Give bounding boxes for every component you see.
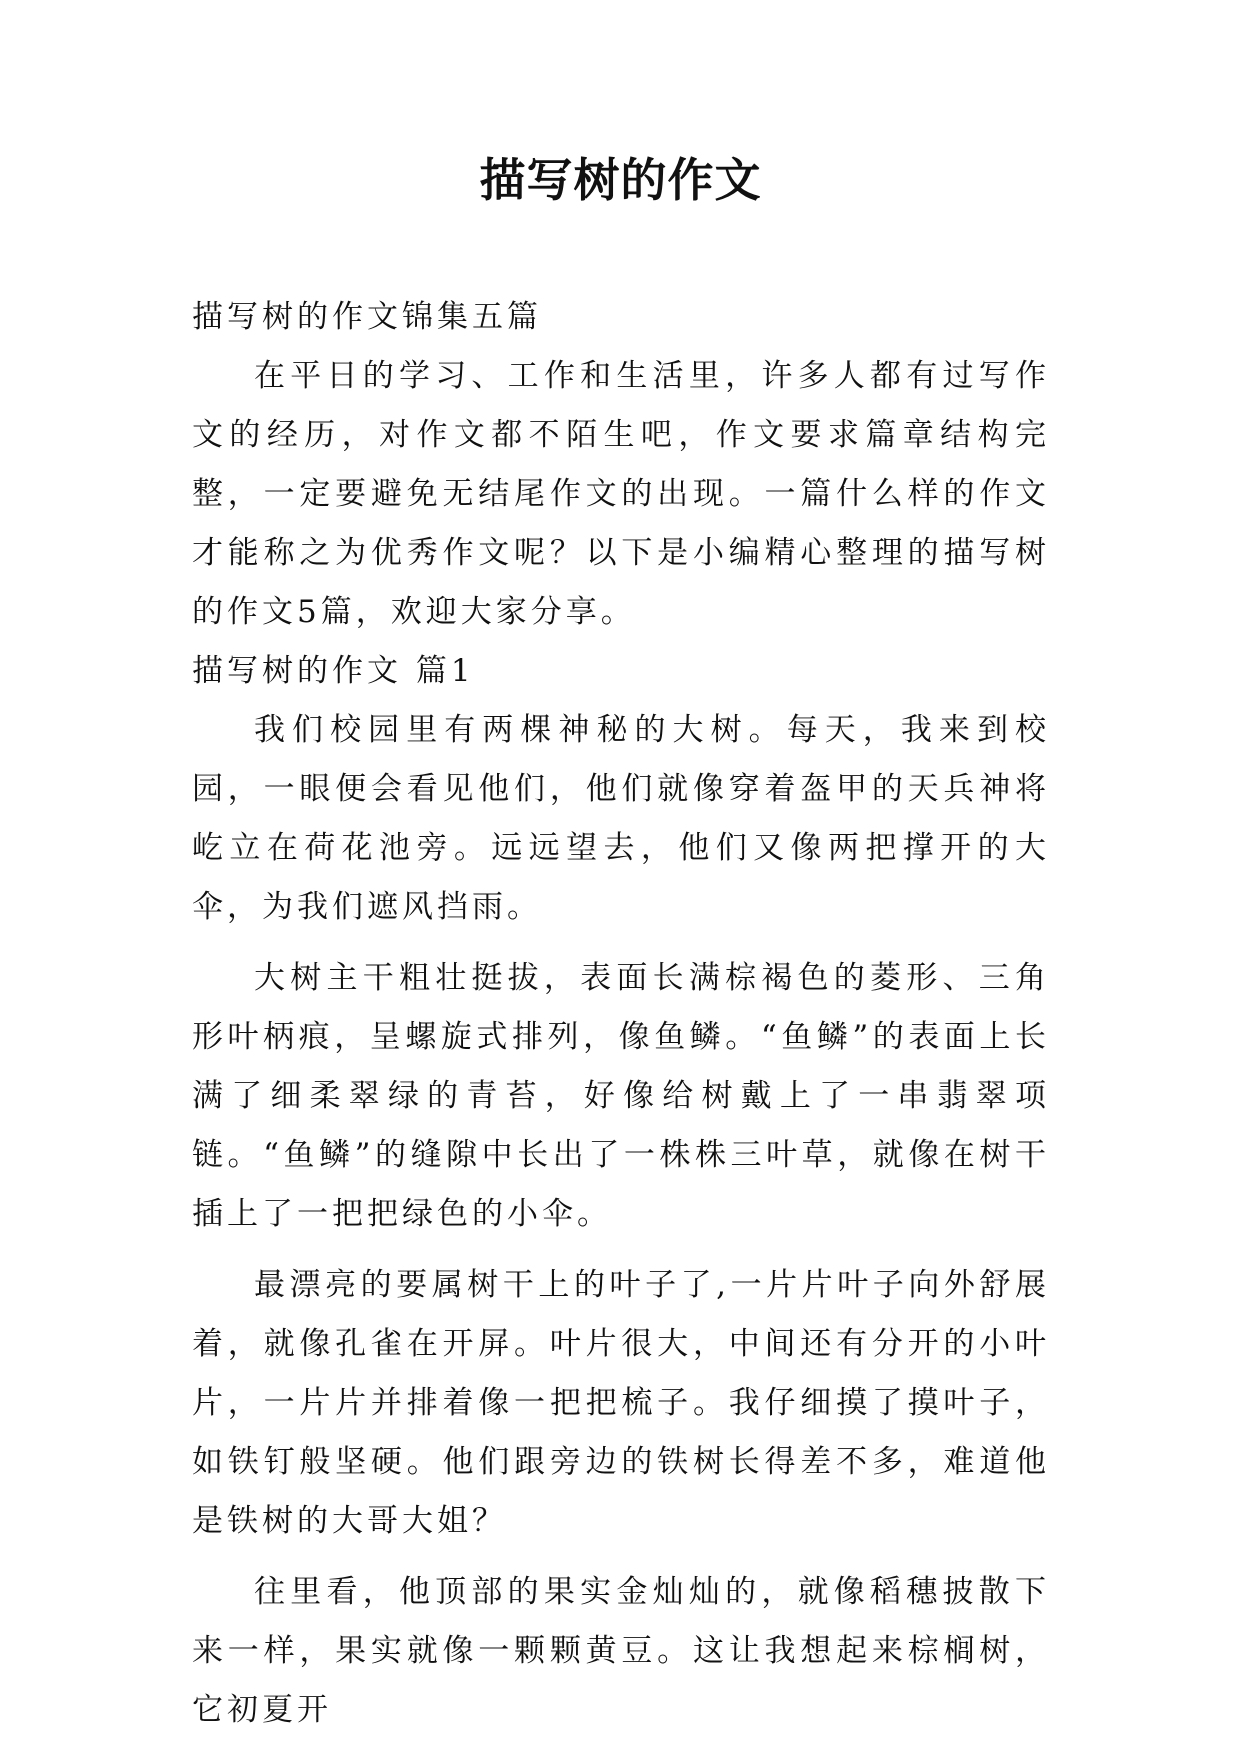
section1-paragraph-4: 往里看，他顶部的果实金灿灿的，就像稻穗披散下来一样，果实就像一颗颗黄豆。这让我想起来棕榈树，它初夏开 — [192, 1574, 1050, 1728]
section1-paragraph-3: 最漂亮的要属树干上的叶子了,一片片叶子向外舒展着，就像孔雀在开屏。叶片很大，中间还有分开的小叶片，一片片并排着像一把把梳子。我仔细摸了摸叶子，如铁钉般坚硬。他们跟旁边的铁树长得差不多，难道他是铁树的大哥大姐？ — [192, 1267, 1050, 1539]
section-heading-1: 描写树的作文 篇1 — [192, 653, 475, 689]
section1-paragraph-1: 我们校园里有两棵神秘的大树。每天，我来到校园，一眼便会看见他们，他们就像穿着盔甲的天兵神将屹立在荷花池旁。远远望去，他们又像两把撑开的大伞，为我们遮风挡雨。 — [192, 712, 1050, 925]
section1-paragraph-2: 大树主干粗壮挺拔，表面长满棕褐色的菱形、三角形叶柄痕，呈螺旋式排列，像鱼鳞。“鱼鳞”的表面上长满了细柔翠绿的青苔，好像给树戴上了一串翡翠项链。“鱼鳞”的缝隙中长出了一株株三叶草，就像在树干插上了一把把绿色的小伞。 — [192, 960, 1050, 1232]
document-body — [192, 288, 1050, 1740]
intro-paragraph: 在平日的学习、工作和生活里，许多人都有过写作文的经历，对作文都不陌生吧，作文要求篇章结构完整，一定要避免无结尾作文的出现。一篇什么样的作文才能称之为优秀作文呢？以下是小编精心整理的描写树的作文5篇，欢迎大家分享。 — [192, 358, 1050, 630]
collection-subtitle: 描写树的作文锦集五篇 — [192, 299, 542, 335]
document-title: 描写树的作文 — [479, 153, 762, 207]
